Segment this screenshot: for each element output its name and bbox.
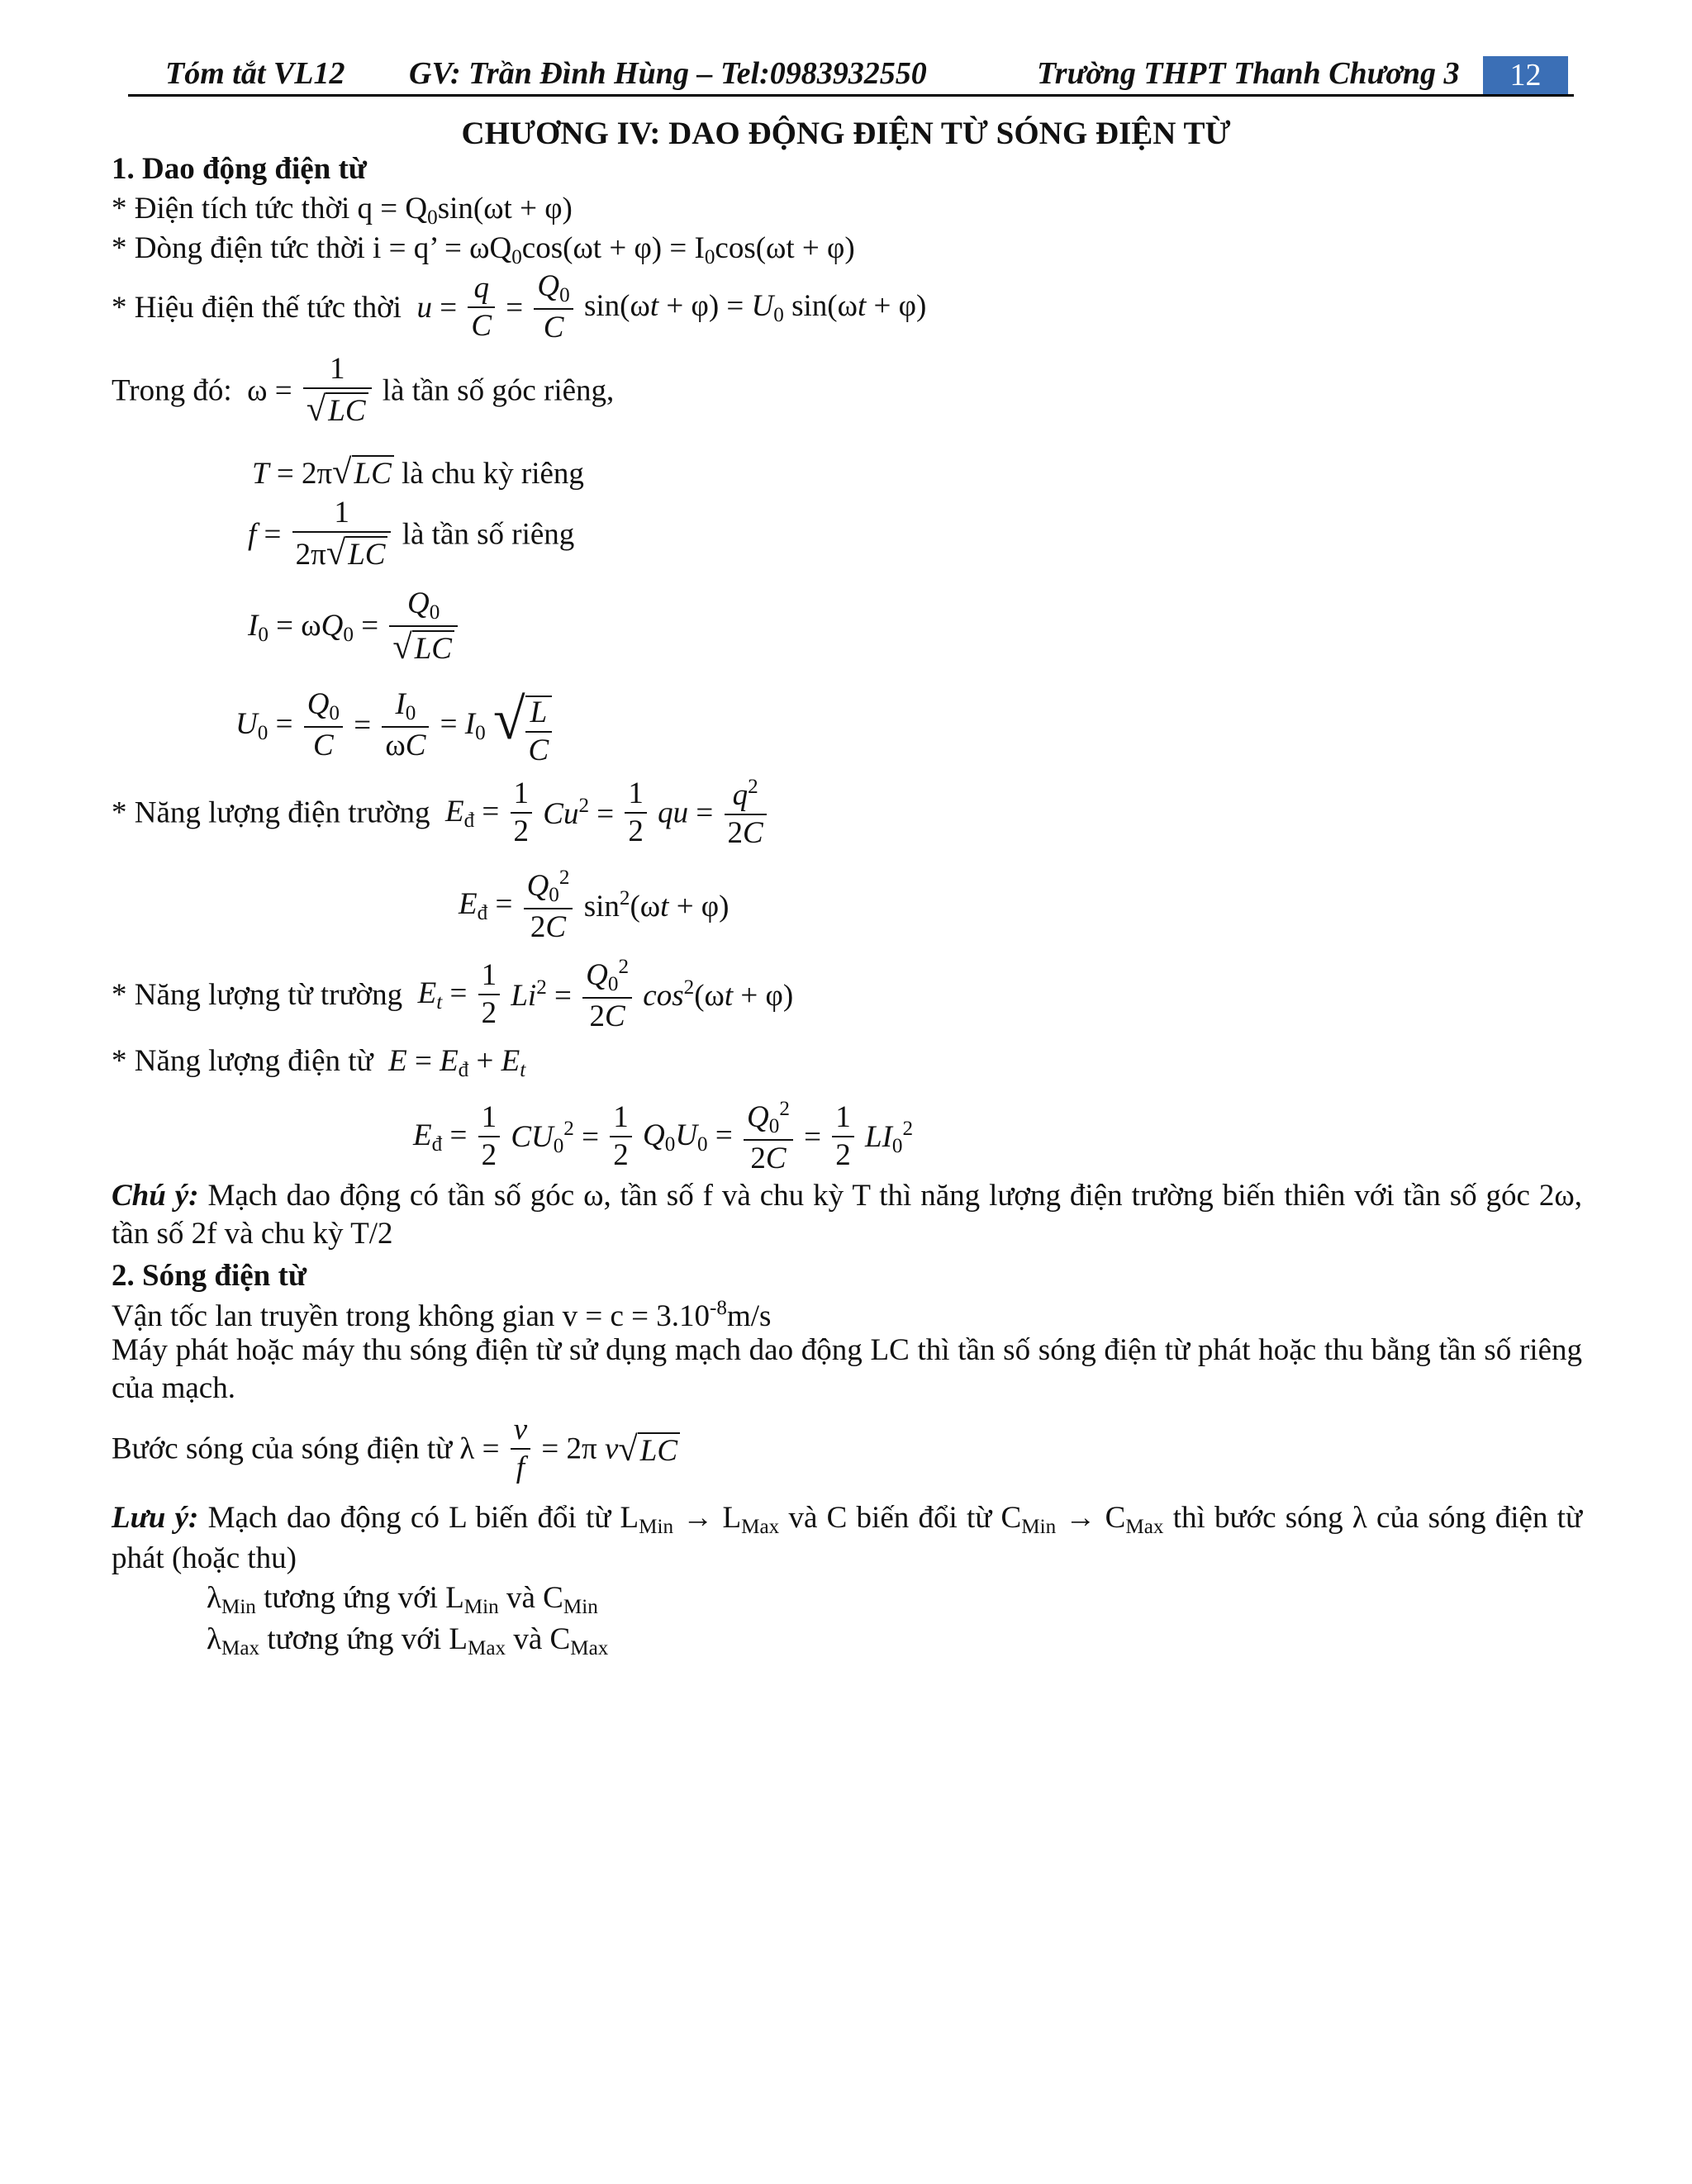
charge-formula: * Điện tích tức thời $q = Q_0\sin(\omega t + \varphi)$ [112, 192, 573, 230]
speed-text: Vận tốc lan truyền trong không gian $v = c = 3.10^{-8}m/s$ [112, 1297, 772, 1333]
device-paragraph: Máy phát hoặc máy thu sóng điện từ sử dụng mạch dao động LC thì tần số sóng điện từ phát hoặc thu bằng tần số riêng của mạch. [112, 1333, 1582, 1406]
lambda-max-line: $\lambda_{Max}$ tương ứng với $L_{Max}$ và $C_{Max}$ [207, 1622, 609, 1660]
fraction: $\frac{Q_0}{C}$ [534, 271, 573, 345]
period-formula: T = 2π√LC là chu kỳ riêng [252, 453, 584, 491]
page-number: 12 [1483, 56, 1568, 94]
u0-formula: $U_0$ = $\frac{Q_0}{C}$ = $\frac{I_0}{\omega C}$ = $I_0$ √ $\frac{L}{C}$ [235, 684, 552, 767]
voltage-formula: * Hiệu điện thế tức thời u = $\frac{q}{C}$ = $\frac{Q_0}{C}$ $\sin(\omega t + \varphi) = U_0$ sin(ωt + φ) [112, 269, 927, 345]
current-formula: * Dòng điện tức thời i = q’ = $\omega Q_0\cos(\omega t + \varphi) = I_0\cos(\omega t + \varphi)$ [112, 231, 855, 269]
lambda-min-line: $\lambda_{Min}$ tương ứng với $L_{Min}$ và $C_{Min}$ [207, 1581, 598, 1619]
caution-paragraph: Lưu ý: Mạch dao động có L biến đổi từ $L_{Min} \to L_{Max}$ và C biến đổi từ $C_{Min} \to C_{Max}$ thì bước sóng λ của sóng điện từ phát (hoặc thu) [112, 1501, 1583, 1576]
electric-energy-formula: * Năng lượng điện trường $E_đ$ = $\frac{1}{2}$ $Cu^2$ = $\frac{1}{2}$ qu = $\frac{q^2}{2C}$ [112, 776, 770, 850]
header-left: Tóm tắt VL12 [165, 56, 345, 91]
omega-formula: Trong đó: ω = $\frac{1}{√LC}$ là tần số góc riêng, [112, 352, 615, 429]
em-energy-formula: * Năng lượng điện từ $E = E_đ + E_t$ [112, 1044, 526, 1082]
note-paragraph: Chú ý: Mạch dao động có tần số góc ω, tần số f và chu kỳ T thì năng lượng điện trường biến thiên với tần số góc 2ω, tần số 2f và chu kỳ T/2 [112, 1179, 1582, 1251]
energy-equality-formula: $E_đ$ = $\frac{1}{2}$ $CU_0^2$ = $\frac{1}{2}$ $Q_0U_0$ = $\frac{Q_0^2}{2C}$ = $\frac{1}{2}$ $LI_0^2$ [413, 1098, 914, 1176]
page-header [128, 51, 1574, 97]
section1-heading: 1. Dao động điện từ [112, 152, 368, 186]
magnetic-energy-formula: * Năng lượng từ trường $E_t$ = $\frac{1}{2}$ $Li^2$ = $\frac{Q_0^2}{2C}$ $\cos^2(\omega t + \varphi)$ [112, 956, 794, 1034]
chapter-title: CHƯƠNG IV: DAO ĐỘNG ĐIỆN TỪ SÓNG ĐIỆN TỪ [461, 116, 1231, 151]
section2-heading: 2. Sóng điện từ [112, 1259, 307, 1293]
i0-formula: $I_0 = \omega Q_0$ = $\frac{Q_0}{√LC}$ [248, 588, 461, 667]
electric-energy-time-formula: $E_đ$ = $\frac{Q_0^2}{2C}$ $\sin^2(\omega t + \varphi)$ [459, 866, 730, 945]
header-author: GV: Trần Đình Hùng – Tel:0983932550 [409, 56, 927, 91]
header-school: Trường THPT Thanh Chương 3 [1037, 56, 1460, 91]
wavelength-formula: Bước sóng của sóng điện từ λ = $\frac{v}{f}$ = 2π v√LC [112, 1414, 680, 1485]
frequency-formula: f = $\frac{1}{2\pi√LC}$ là tần số riêng [248, 496, 575, 572]
fraction: $\frac{q}{C}$ [468, 273, 495, 344]
